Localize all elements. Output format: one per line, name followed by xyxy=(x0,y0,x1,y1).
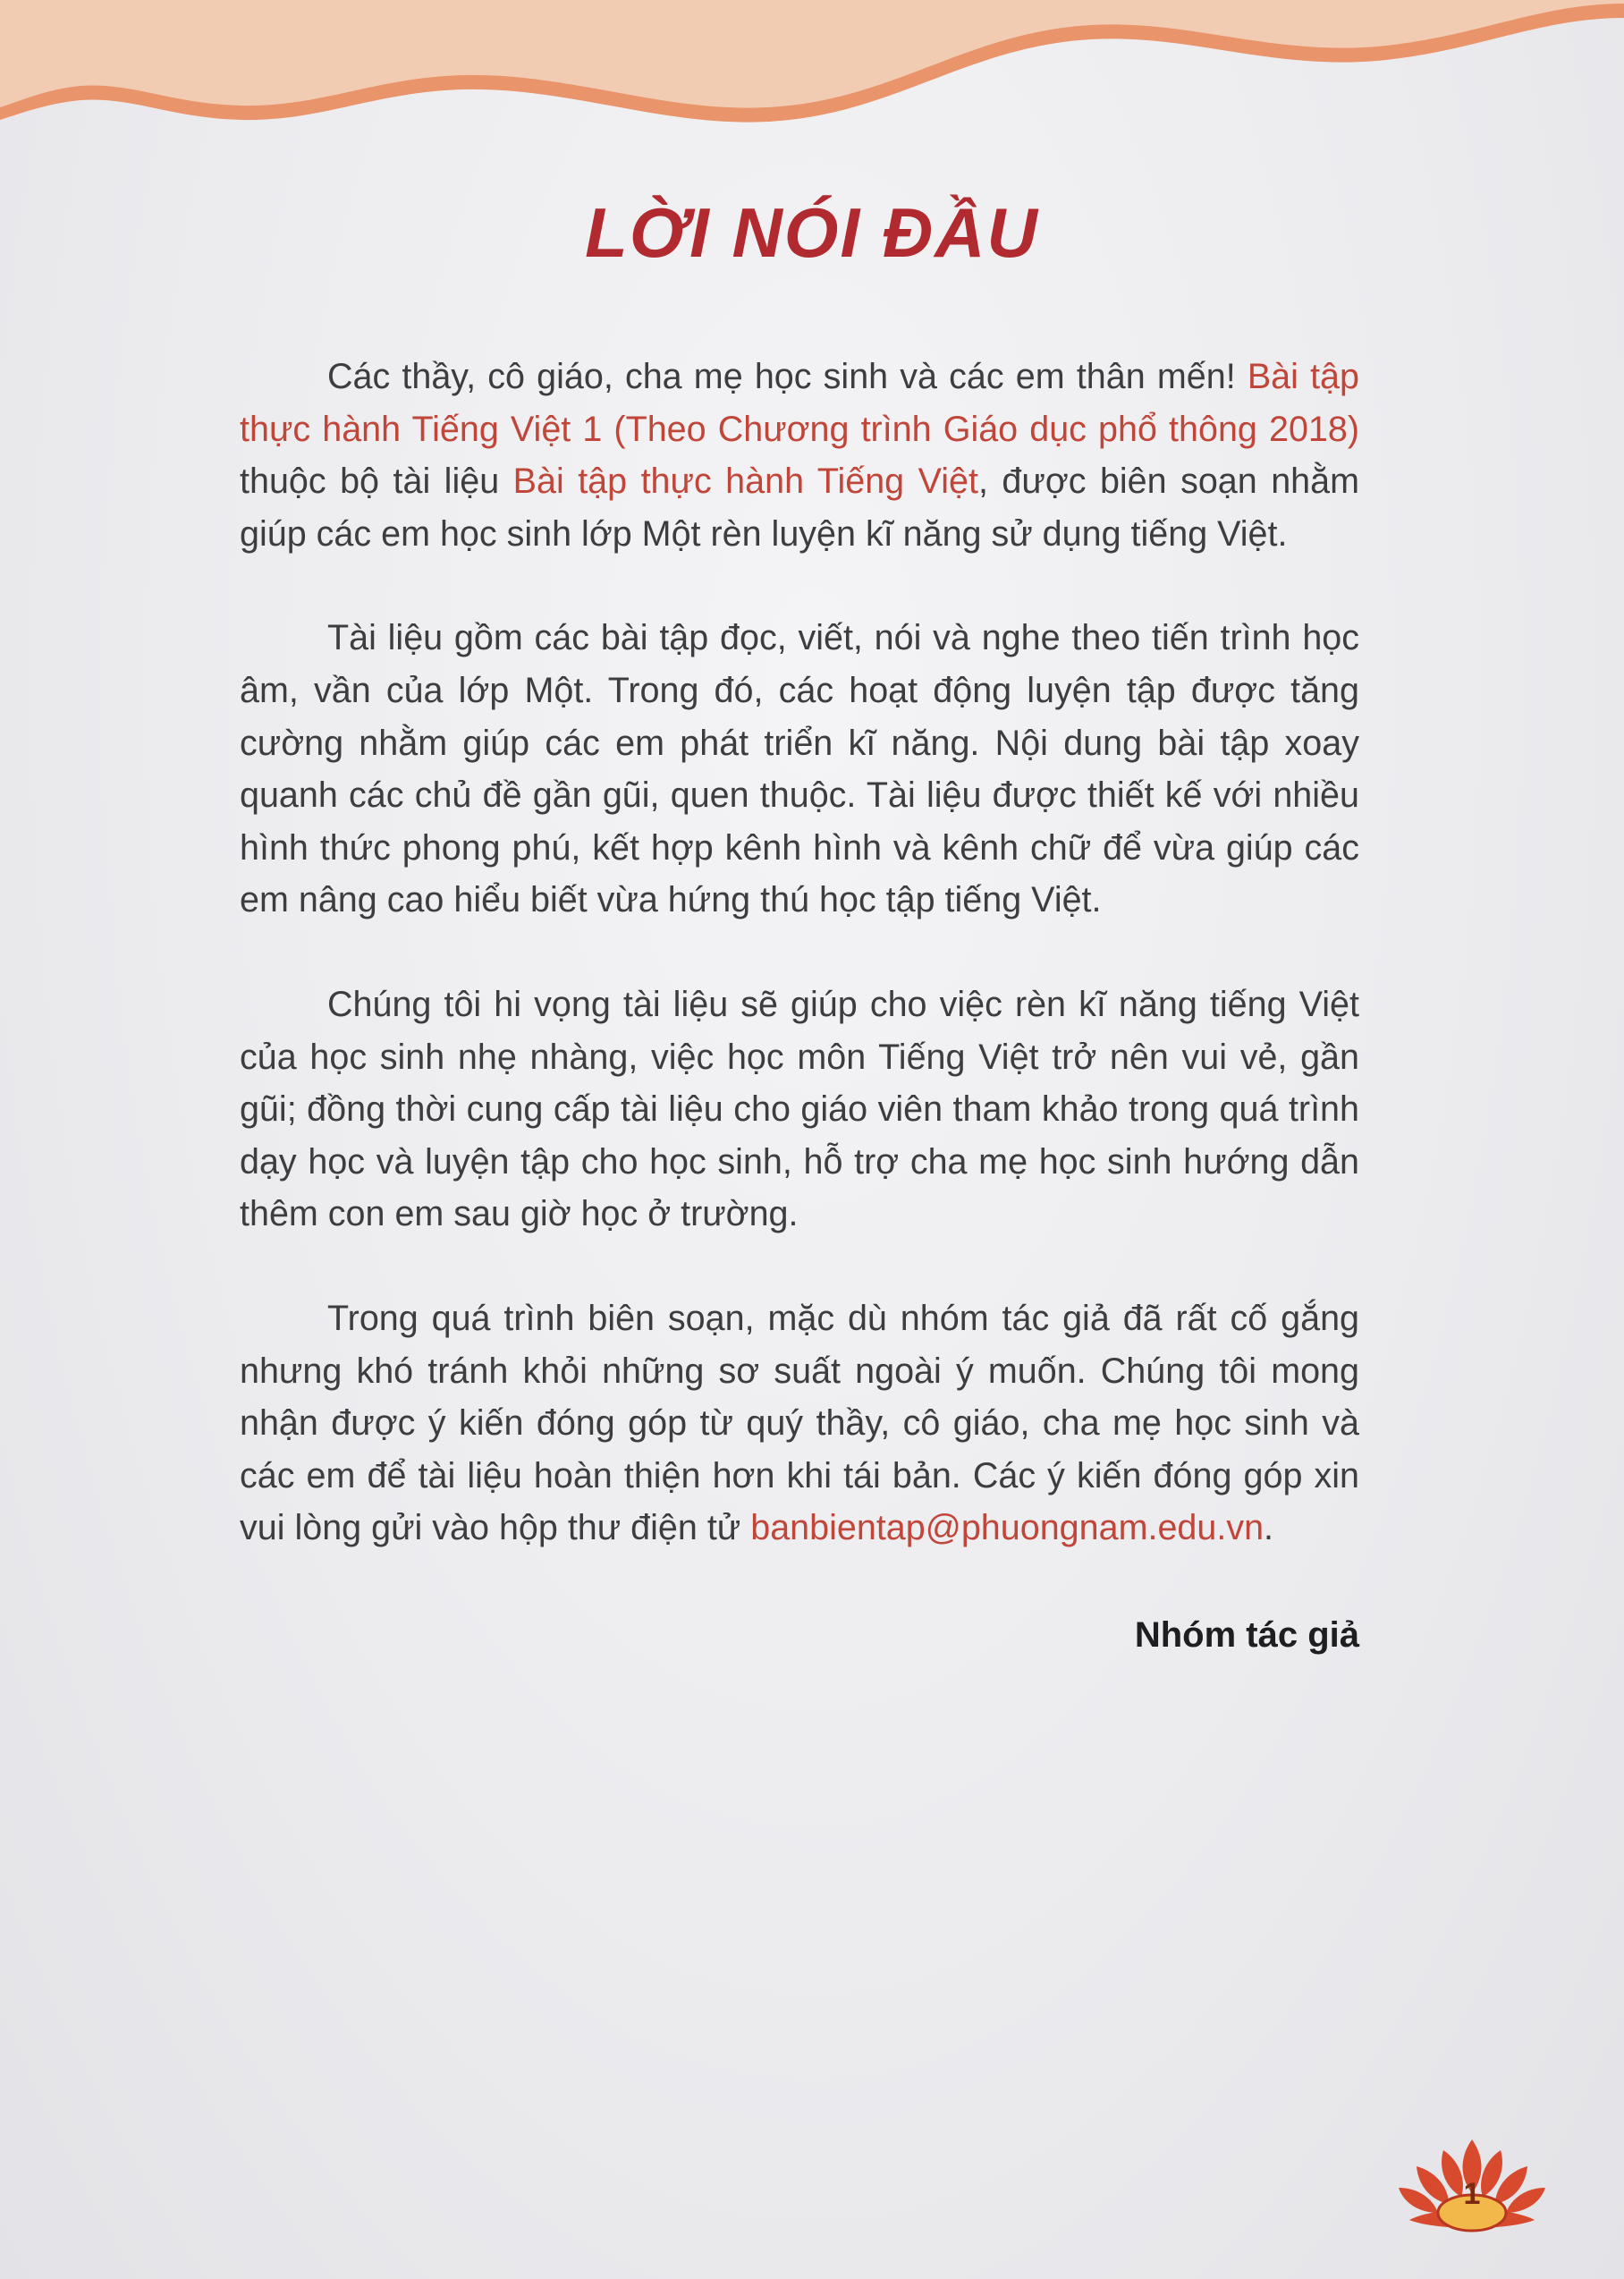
paragraph-3 xyxy=(240,979,1359,1241)
paragraph-4-text-2: . xyxy=(1264,1508,1274,1548)
page-number: 1 xyxy=(1463,2177,1481,2211)
paragraph-2-text: Tài liệu gồm các bài tập đọc, viết, nói và nghe theo tiến trình học âm, vần của lớp Một. Trong đó, các hoạt động luyện tập được tăng cường nhằm giúp các em phát triển kĩ năng. Nội dung bài tập xoay quanh các chủ đề gần gũi, quen thuộc. Tài liệu được thiết kế với nhiều hình thức phong phú, kết hợp kênh hình và kênh chữ để vừa giúp các em nâng cao hiểu biết vừa hứng thú học tập tiếng Việt. xyxy=(240,618,1359,920)
paragraph-3-text: Chúng tôi hi vọng tài liệu sẽ giúp cho việc rèn kĩ năng tiếng Việt của học sinh nhẹ nhàng, việc học môn Tiếng Việt trở nên vui vẻ, gần gũi; đồng thời cung cấp tài liệu cho giáo viên tham khảo trong quá trình dạy học và luyện tập cho học sinh, hỗ trợ cha mẹ học sinh hướng dẫn thêm con em sau giờ học ở trường. xyxy=(240,984,1359,1234)
author-signature: Nhóm tác giả xyxy=(1134,1615,1359,1655)
contact-email: banbientap@phuongnam.edu.vn xyxy=(750,1508,1265,1548)
paragraph-1-text-3: , được biên soạn nhằm giúp các em học sinh lớp Một rèn luyện kĩ năng sử dụng tiếng Việt. xyxy=(240,462,1360,554)
top-wave-decoration xyxy=(0,0,1624,179)
page-title: LỜI NÓI ĐẦU xyxy=(585,193,1039,272)
series-title-highlight: Bài tập thực hành Tiếng Việt xyxy=(512,462,978,502)
paragraph-1 xyxy=(240,351,1359,560)
book-title-highlight: Bài tập thực hành Tiếng Việt 1 (Theo Chương trình Giáo dục phổ thông 2018) xyxy=(240,357,1359,449)
paragraph-1-text-2: thuộc bộ tài liệu xyxy=(240,462,513,502)
paragraph-2 xyxy=(240,612,1359,927)
paragraph-4 xyxy=(240,1292,1359,1555)
paragraph-4-text-1: Trong quá trình biên soạn, mặc dù nhóm tác giả đã rất cố gắng nhưng khó tránh khỏi những sơ suất ngoài ý muốn. Chúng tôi mong nhận được ý kiến đóng góp từ quý thầy, cô giáo, cha mẹ học sinh và các em để tài liệu hoàn thiện hơn khi tái bản. Các ý kiến đóng góp xin vui lòng gửi vào hộp thư điện tử xyxy=(240,1298,1359,1548)
preface-body xyxy=(240,351,1359,1606)
paragraph-1-text-1: Các thầy, cô giáo, cha mẹ học sinh và các em thân mến! xyxy=(327,357,1248,396)
